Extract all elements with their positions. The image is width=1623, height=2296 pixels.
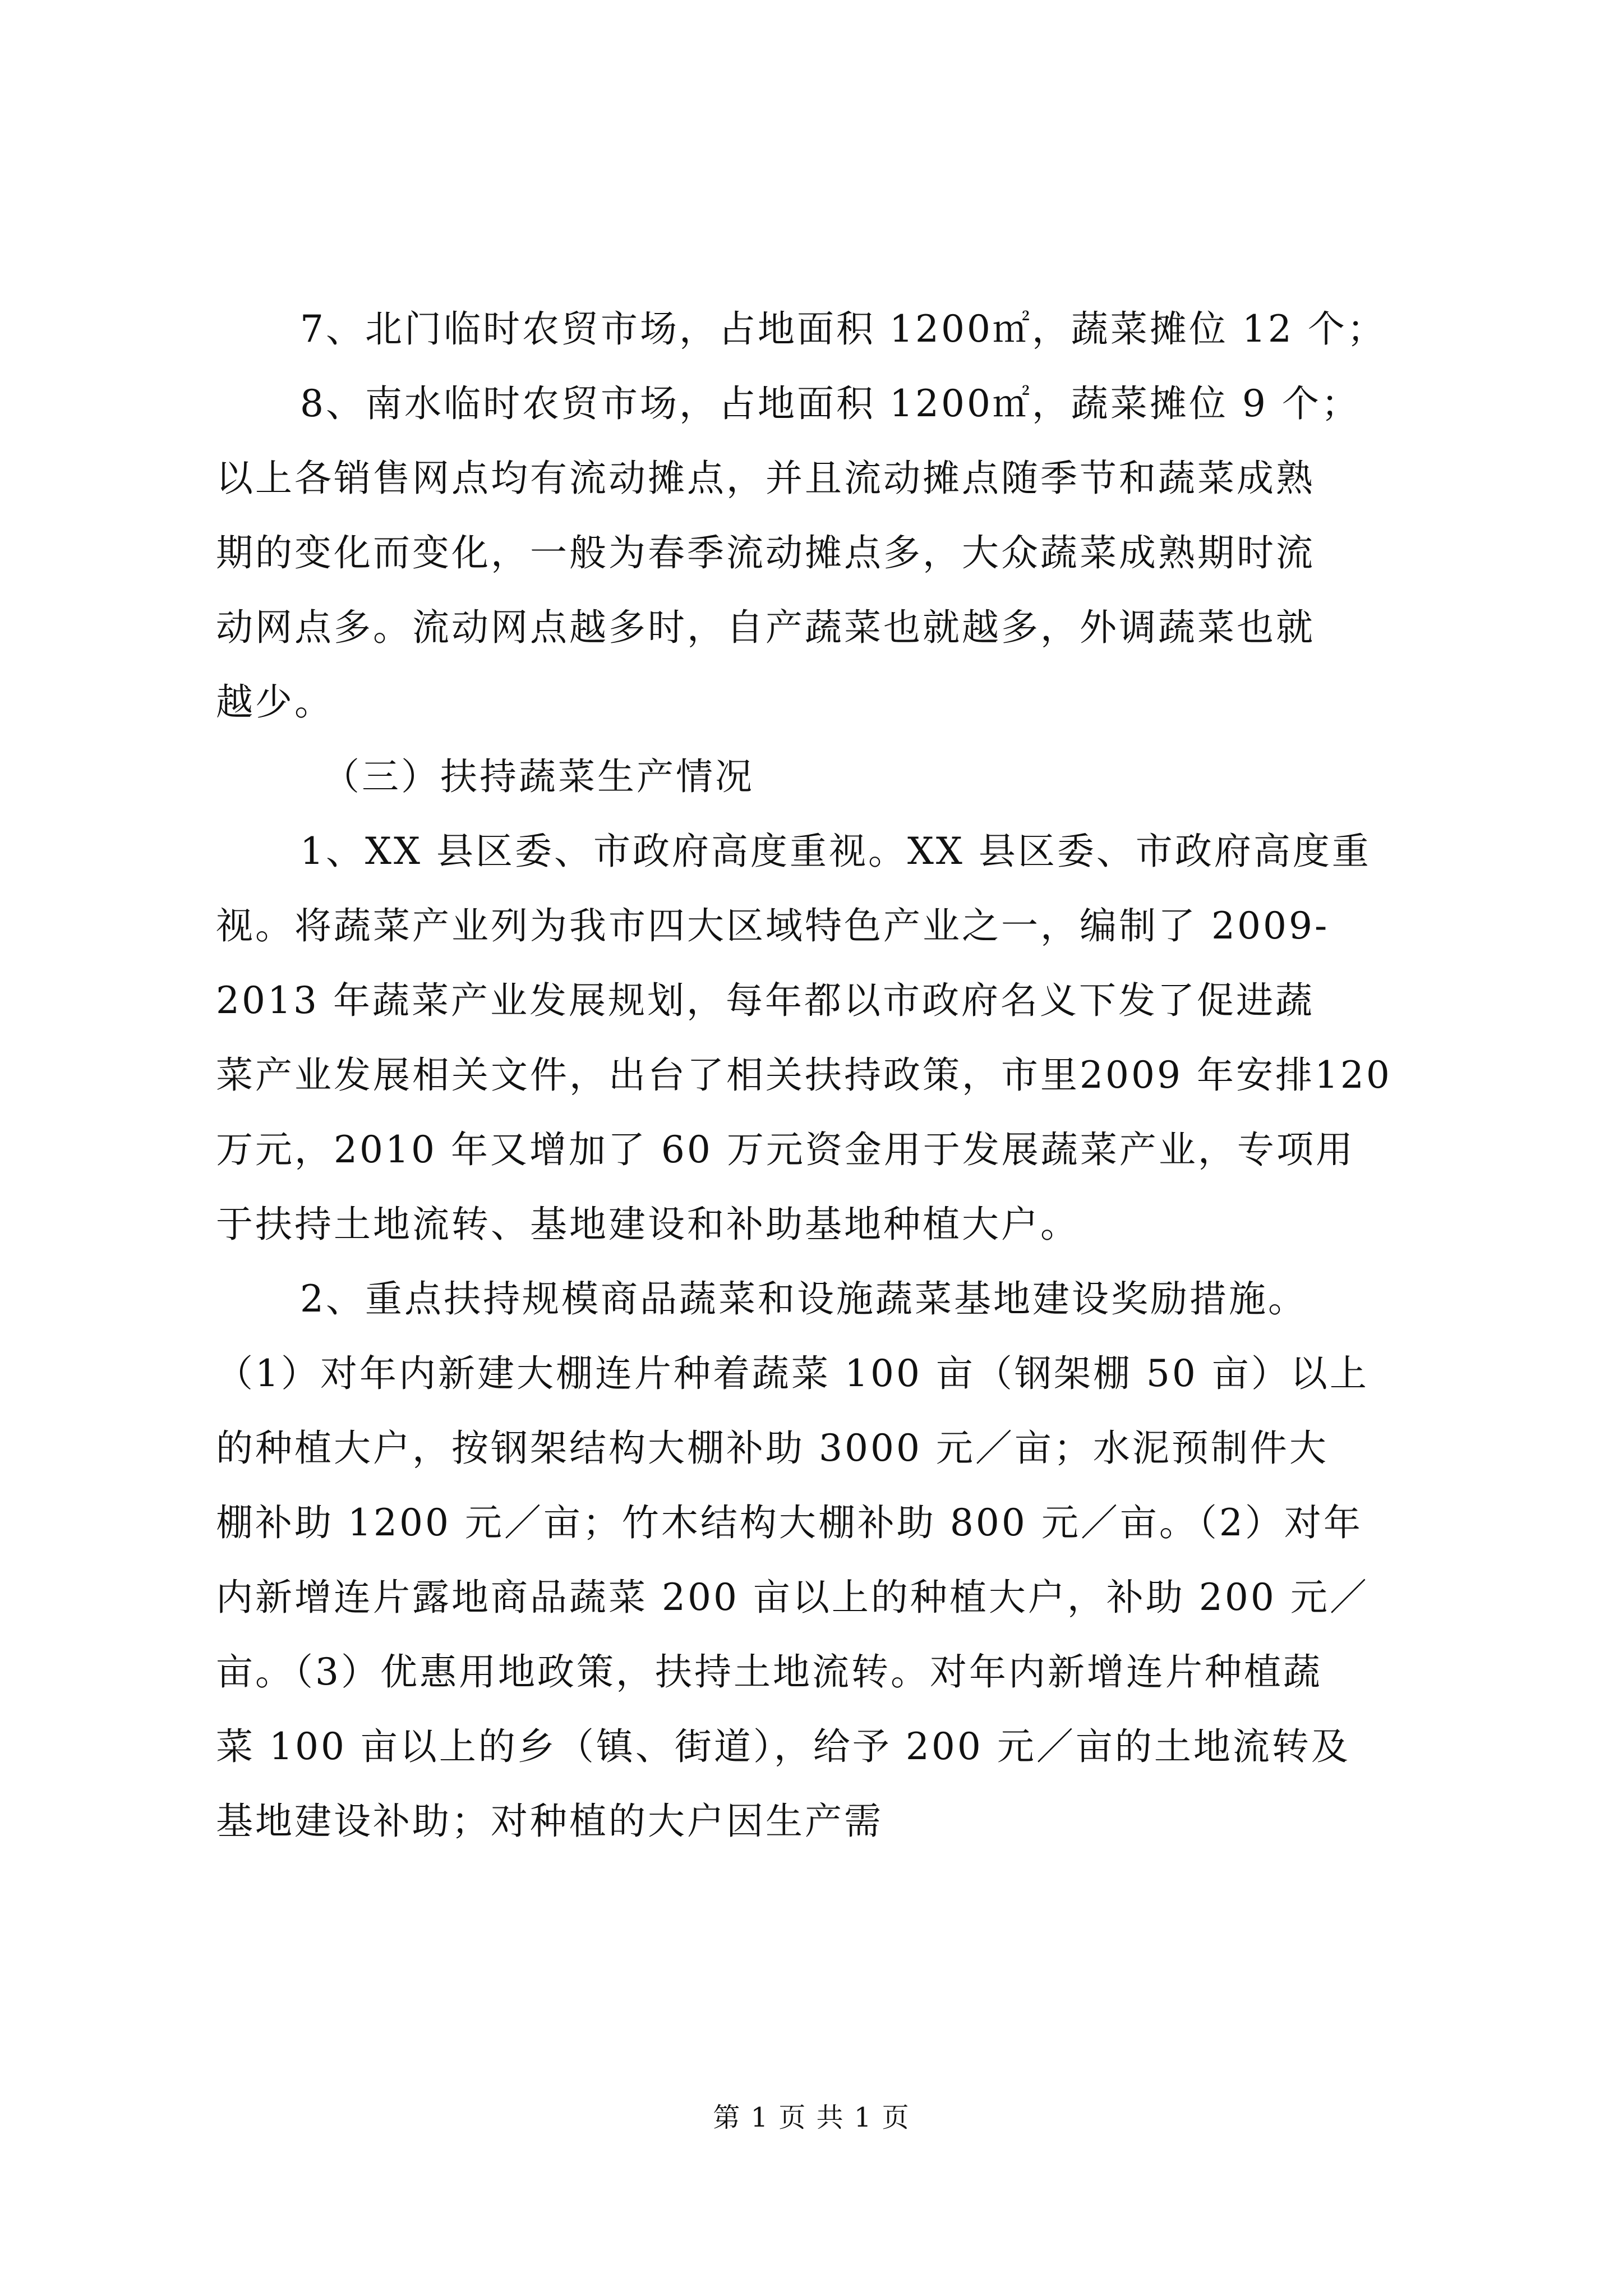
page-number-footer: 第 1 页 共 1 页: [713, 2102, 910, 2133]
document-body: [216, 292, 1422, 1858]
paragraph-line: （1）对年内新建大棚连片种着蔬菜 100 亩（钢架棚 50 亩）以上: [216, 1352, 1369, 1395]
paragraph-line: 视。将蔬菜产业列为我市四大区域特色产业之一，编制了 2009-: [216, 904, 1330, 947]
paragraph-line: 1、XX 县区委、市政府高度重视。XX 县区委、市政府高度重: [300, 830, 1371, 873]
paragraph-line: 期的变化而变化，一般为春季流动摊点多，大众蔬菜成熟期时流: [216, 531, 1315, 574]
paragraph-line: 动网点多。流动网点越多时，自产蔬菜也就越多，外调蔬菜也就: [216, 606, 1315, 649]
paragraph-line: 基地建设补助；对种植的大户因生产需: [216, 1800, 883, 1843]
paragraph-line: 棚补助 1200 元／亩；竹木结构大棚补助 800 元／亩。（2）对年: [216, 1501, 1363, 1544]
paragraph-line: 的种植大户，按钢架结构大棚补助 3000 元／亩；水泥预制件大: [216, 1427, 1329, 1470]
paragraph-line: 越少。: [216, 680, 334, 724]
paragraph-line: 内新增连片露地商品蔬菜 200 亩以上的种植大户，补助 200 元／: [216, 1576, 1369, 1619]
paragraph-line: 2、重点扶持规模商品蔬菜和设施蔬菜基地建设奖励措施。: [300, 1277, 1307, 1320]
paragraph-line: 8、南水临时农贸市场，占地面积 1200㎡，蔬菜摊位 9 个；: [300, 382, 1361, 425]
paragraph-line: 亩。（3）优惠用地政策，扶持土地流转。对年内新增连片种植蔬: [216, 1650, 1322, 1694]
section-heading: （三）扶持蔬菜生产情况: [322, 755, 754, 798]
paragraph-line: 7、北门临时农贸市场，占地面积 1200㎡，蔬菜摊位 12 个；: [300, 307, 1386, 351]
paragraph-line: 万元，2010 年又增加了 60 万元资金用于发展蔬菜产业，专项用: [216, 1128, 1355, 1171]
paragraph-line: 2013 年蔬菜产业发展规划，每年都以市政府名义下发了促进蔬: [216, 979, 1315, 1022]
paragraph-line: 菜产业发展相关文件，出台了相关扶持政策，市里2009 年安排120: [216, 1053, 1392, 1097]
paragraph-line: 菜 100 亩以上的乡（镇、街道），给予 200 元／亩的土地流转及: [216, 1725, 1350, 1768]
paragraph-line: 于扶持土地流转、基地建设和补助基地种植大户。: [216, 1203, 1080, 1246]
paragraph-line: 以上各销售网点均有流动摊点，并且流动摊点随季节和蔬菜成熟: [216, 457, 1315, 500]
